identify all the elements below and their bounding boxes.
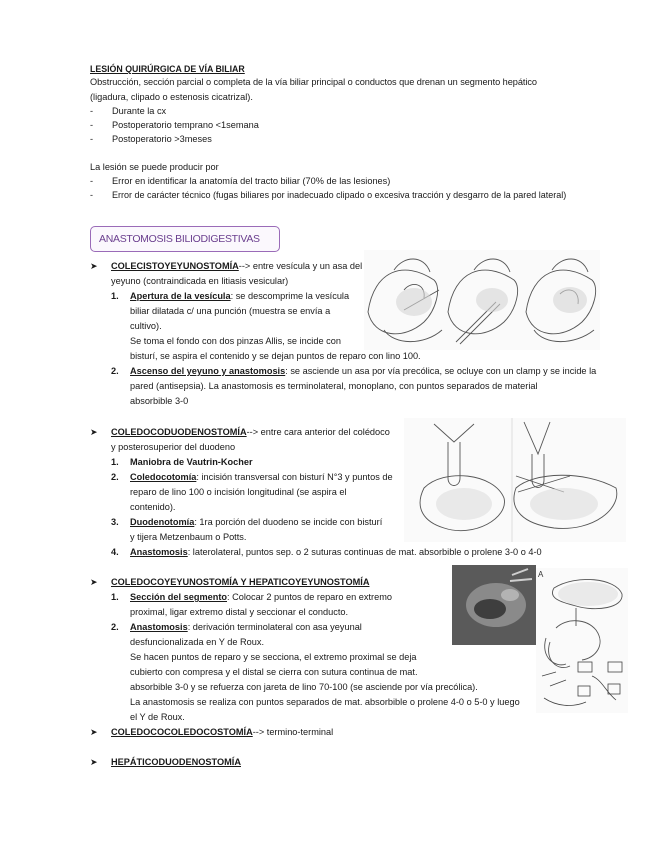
coledocoyeyuno-step1: Sección del segmento: Colocar 2 puntos de reparo en extremo [130, 592, 392, 602]
arrow-bullet-icon: ➤ [90, 577, 98, 587]
colecisto-heading: COLECISTOYEYUNOSTOMÍA--> entre vesícula y un asa del [111, 261, 363, 271]
step-number: 2. [111, 622, 119, 632]
roux-y-illustration [536, 568, 628, 713]
coledocoyeyuno-step1-l2: proximal, ligar extremo distal y seccionar el conducto. [130, 607, 349, 617]
badge-label: ANASTOMOSIS BILIODIGESTIVAS [99, 233, 260, 245]
step-number: 1. [111, 291, 119, 301]
coledocoduodeno-heading: COLEDOCODUODENOSTOMÍA--> entre cara anterior del colédoco [111, 427, 390, 437]
duodenum-figure [404, 418, 626, 542]
colecisto-step1-l4: Se toma el fondo con dos pinzas Allis, se incide con [130, 336, 341, 346]
colecisto-step2-l2: pared (antisepsia). La anastomosis es terminolateral, monoplano, con puntos separados de material [130, 381, 538, 391]
cause-intro: La lesión se puede producir por [90, 162, 219, 172]
step-number: 2. [111, 472, 119, 482]
coledocoyeyuno-step2-l4: cubierto con compresa y el distal se cierra con sutura continua de mat. [130, 667, 418, 677]
coledocoduodeno-step2-l3: contenido). [130, 502, 176, 512]
coledocoduodeno-step3-l2: y tijera Metzenbaum o Potts. [130, 532, 247, 542]
surgical-photo-illustration [452, 565, 536, 645]
gallbladder-illustration [364, 250, 600, 350]
colecisto-step1-l2: biliar dilatada c/ una punción (muestra se envía a [130, 306, 331, 316]
step-number: 1. [111, 457, 119, 467]
coledocoduodeno-step4: Anastomosis: laterolateral, puntos sep. o 2 suturas continuas de mat. absorbible o prolene 3-0 o 4-0 [130, 547, 542, 557]
timing-item: - Durante la cx [90, 106, 167, 116]
coledocoduodeno-step3: Duodenotomía: 1ra porción del duodeno se incide con bisturí [130, 517, 383, 527]
timing-item: - Postoperatorio >3meses [90, 134, 212, 144]
coledocoyeyuno-step2-l5: absorbible 3-0 y se refuerza con jareta de lino 70-100 (se asciende por vía precólica). [130, 682, 478, 692]
coledocoyeyuno-step2-l3: Se hacen puntos de reparo y se secciona, el extremo proximal se deja [130, 652, 417, 662]
cause-item: - Error de carácter técnico (fugas biliares por inadecuado clipado o excesiva tracción y desgarro de la pared lateral) [90, 190, 567, 200]
step-number: 2. [111, 366, 119, 376]
timing-item: - Postoperatorio temprano <1semana [90, 120, 259, 130]
arrow-bullet-icon: ➤ [90, 261, 98, 271]
arrow-bullet-icon: ➤ [90, 427, 98, 437]
colecisto-line-2: yeyuno (contraindicada en litiasis vesicular) [111, 276, 289, 286]
coledocoyeyuno-step2: Anastomosis: derivación terminolateral con asa yeyunal [130, 622, 362, 632]
colecisto-step1: Apertura de la vesícula: se descomprime la vesícula [130, 291, 350, 301]
coledocoyeyuno-heading: COLEDOCOYEYUNOSTOMÍA Y HEPATICOYEYUNOSTOMÍA [111, 577, 370, 587]
coledocoduodeno-step1: Maniobra de Vautrin-Kocher [130, 457, 253, 467]
colecisto-step2: Ascenso del yeyuno y anastomosis: se asciende un asa por vía precólica, se ocluye con un clamp y se incide la [130, 366, 597, 376]
coledocoduodeno-step2: Coledocotomía: incisión transversal con bisturí N°3 y puntos de [130, 472, 393, 482]
coledocoyeyuno-step2-l7: el Y de Roux. [130, 712, 185, 722]
duodenum-illustration [404, 418, 626, 542]
intro-line-1: Obstrucción, sección parcial o completa de la vía biliar principal o conductos que drenan un segmento hepático [90, 77, 537, 87]
step-number: 4. [111, 547, 119, 557]
intro-line-2: (ligadura, clipado o estenosis cicatrizal). [90, 92, 253, 102]
section-title-lesion: LESIÓN QUIRÚRGICA DE VÍA BILIAR [90, 64, 245, 74]
arrow-bullet-icon: ➤ [90, 727, 98, 737]
roux-y-figure [536, 568, 628, 713]
coledocoduodeno-step2-l2: reparo de lino 100 o incisión longitudinal (se aspira el [130, 487, 347, 497]
colecisto-step2-l3: absorbible 3-0 [130, 396, 189, 406]
gallbladder-figure [364, 250, 600, 350]
step-number: 1. [111, 592, 119, 602]
coledocoyeyuno-step2-l2: desfuncionalizada en Y de Roux. [130, 637, 264, 647]
colecisto-step1-l3: cultivo). [130, 321, 162, 331]
anastomosis-section-badge [90, 226, 280, 252]
cause-item: - Error en identificar la anatomía del tracto biliar (70% de las lesiones) [90, 176, 391, 186]
colecisto-step1-l5: bisturí, se aspira el contenido y se dejan puntos de reparo con lino 100. [130, 351, 421, 361]
hepaticoduodeno-heading: HEPÁTICODUODENOSTOMÍA [111, 757, 241, 767]
coledocoduodeno-line-2: y posterosuperior del duodeno [111, 442, 236, 452]
surgical-photo [452, 565, 536, 645]
coledococoledoco-heading: COLEDOCOCOLEDOCOSTOMÍA--> termino-terminal [111, 727, 334, 737]
arrow-bullet-icon: ➤ [90, 757, 98, 767]
coledocoyeyuno-step2-l6: La anastomosis se realiza con puntos separados de mat. absorbible o prolene 4-0 o 5-0 y luego [130, 697, 520, 707]
step-number: 3. [111, 517, 119, 527]
roux-figure-label: A [538, 570, 544, 579]
